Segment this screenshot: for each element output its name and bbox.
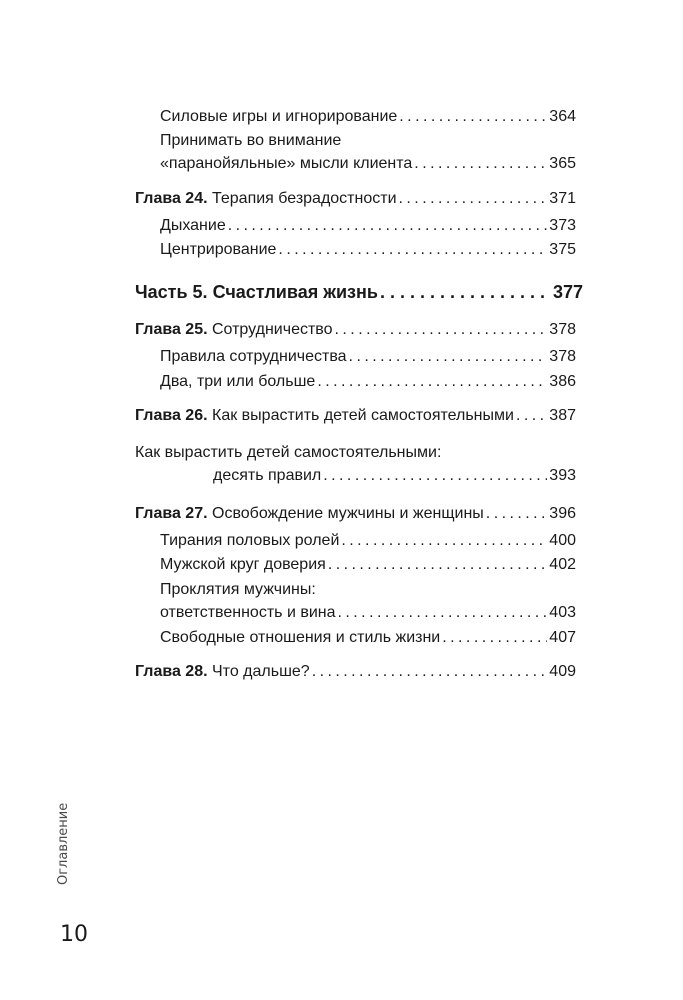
dot-leader [442,628,547,648]
toc-entry[interactable] [160,372,576,392]
toc-entry-page: 377 [552,282,583,302]
dot-leader [414,154,547,174]
toc-entry-page: 400 [549,532,576,549]
toc-entry-page: 378 [549,348,576,365]
toc-entry[interactable] [160,531,576,551]
toc-entry-page: 371 [549,190,576,207]
chapter-number: Глава 28. [135,663,208,680]
toc-entry[interactable] [213,466,576,486]
toc-entry-title: Два, три или больше [160,373,316,390]
toc-entry-title: Центрирование [160,241,277,258]
toc-entry-page: 387 [549,407,576,424]
toc-entry-page: 393 [549,467,576,484]
toc-entry-page: 373 [549,217,576,234]
toc-entry-title: десять правил [213,467,322,484]
toc-entry-page: 364 [549,108,576,125]
running-section-title: Оглавление [56,802,71,885]
chapter-number: Глава 25. [135,321,208,338]
toc-entry-page: 365 [549,155,576,172]
dot-leader [278,240,547,260]
dot-leader [399,107,547,127]
toc-entry[interactable] [160,628,576,648]
toc-entry[interactable] [160,555,576,575]
chapter-number: Глава 24. [135,190,208,207]
toc-entry[interactable] [160,240,576,260]
dot-leader [380,282,551,302]
toc-entry-page: 409 [549,663,576,680]
dot-leader [516,406,547,426]
toc-entry-page: 402 [549,556,576,573]
toc-entry-title: Тирания половых ролей [160,532,340,549]
dot-leader [323,466,547,486]
toc-part-entry[interactable] [135,282,583,302]
toc-part-title: Часть 5. Счастливая жизнь [135,282,378,302]
toc-entry-title-line1: Принимать во внимание [160,132,342,149]
toc-entry-title: Дыхание [160,217,226,234]
toc-entry-title: ответственность и вина [160,604,336,621]
page-number: 10 [60,922,88,947]
toc-entry-title: Правила сотрудничества [160,348,347,365]
toc-entry-title: Свободные отношения и стиль жизни [160,629,441,646]
toc-entry-page: 386 [549,373,576,390]
toc-entry-title: «паранойяльные» мысли клиента [160,155,413,172]
dot-leader [317,372,547,392]
dot-leader [349,347,548,367]
dot-leader [399,189,548,209]
toc-chapter-entry[interactable] [135,320,576,340]
toc-entry-title: Силовые игры и игнорирование [160,108,398,125]
dot-leader [328,555,547,575]
chapter-number: Глава 26. [135,407,208,424]
toc-entry[interactable] [160,216,576,236]
toc-chapter-entry[interactable] [135,504,576,524]
toc-entry-page: 407 [549,629,576,646]
toc-entry-title: Освобождение мужчины и женщины [212,505,484,522]
chapter-number: Глава 27. [135,505,208,522]
toc-entry-title: Что дальше? [212,663,310,680]
toc-entry-page: 396 [549,505,576,522]
toc-entry-page: 403 [549,604,576,621]
toc-entry[interactable] [160,154,576,174]
dot-leader [341,531,547,551]
toc-entry-title-line1: Проклятия мужчины: [160,581,316,598]
dot-leader [338,603,548,623]
toc-entry-page: 375 [549,241,576,258]
toc-entry[interactable] [160,107,576,127]
toc-chapter-entry[interactable] [135,189,576,209]
toc-entry-title-line1: Как вырастить детей самостоятельными: [135,444,442,461]
dot-leader [335,320,548,340]
toc-entry-title: Как вырастить детей самостоятельными [212,407,514,424]
dot-leader [228,216,548,236]
toc-entry[interactable] [160,603,576,623]
dot-leader [312,662,548,682]
toc-entry-title: Терапия безрадостности [212,190,397,207]
toc-entry[interactable] [160,347,576,367]
toc-chapter-entry[interactable] [135,662,576,682]
toc-chapter-entry[interactable] [135,406,576,426]
toc-entry-title: Мужской круг доверия [160,556,326,573]
toc-entry-page: 378 [549,321,576,338]
dot-leader [486,504,548,524]
toc-entry-title: Сотрудничество [212,321,333,338]
